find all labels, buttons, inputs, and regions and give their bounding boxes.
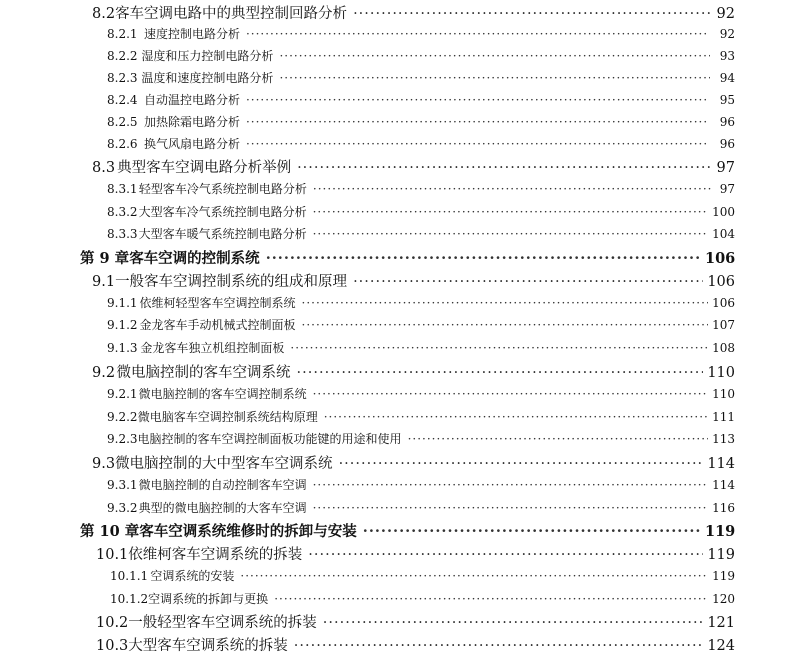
toc-entry-title: 湿度和压力控制电路分析	[141, 49, 274, 63]
dot-leader	[290, 341, 708, 355]
toc-entry	[0, 180, 787, 197]
toc-entry	[0, 543, 787, 564]
toc-entry-number: 8.3.3	[107, 227, 138, 241]
toc-entry-number: 8.2.1	[107, 27, 138, 41]
toc-entry-number: 9.1	[92, 274, 116, 290]
toc-entry	[0, 156, 787, 177]
toc-chapter	[0, 247, 787, 268]
dot-leader	[302, 318, 709, 332]
dot-leader	[323, 615, 704, 631]
dot-leader	[308, 547, 703, 563]
toc-entry-number: 9.2.3	[107, 432, 138, 446]
dot-leader	[246, 115, 709, 129]
dot-leader	[353, 6, 712, 22]
toc-entry-title: 电脑控制的客车空调控制面板功能键的用途和使用	[137, 432, 402, 446]
dot-leader	[313, 182, 712, 196]
toc-entry-page: 92	[719, 27, 735, 41]
toc-entry-title: 典型客车空调电路分析举例	[117, 160, 292, 176]
toc-entry-title: 大型客车冷气系统控制电路分析	[138, 205, 307, 219]
toc-entry-page: 110	[712, 387, 735, 401]
dot-leader	[279, 71, 710, 85]
dot-leader	[246, 27, 709, 41]
toc-entry-number: 8.2.4	[107, 93, 138, 107]
dot-leader	[363, 523, 701, 540]
toc-entry	[0, 408, 787, 425]
toc-entry	[0, 452, 787, 473]
toc-entry-page: 119	[712, 569, 735, 583]
toc-entry-page: 124	[707, 638, 735, 654]
toc-entry-number: 8.2.5	[107, 115, 138, 129]
toc-entry-number: 10.3	[96, 638, 129, 654]
toc-entry-page: 104	[712, 227, 735, 241]
dot-leader	[297, 160, 712, 176]
toc-entry	[0, 69, 787, 86]
toc-entry-title: 轻型客车冷气系统控制电路分析	[138, 182, 307, 196]
toc-entry-title: 空调系统的拆卸与更换	[148, 592, 269, 606]
toc-entry-title: 微电脑控制的客车空调控制系统	[138, 387, 307, 401]
toc-entry	[0, 361, 787, 382]
toc-entry-page: 119	[705, 523, 736, 540]
toc-entry-title: 依维柯客车空调系统的拆装	[128, 547, 303, 563]
toc-entry-page: 106	[707, 274, 735, 290]
toc-entry	[0, 385, 787, 402]
toc-entry-number: 9.1.1	[107, 296, 138, 310]
toc-entry-page: 96	[719, 137, 735, 151]
toc-entry-page: 107	[712, 318, 735, 332]
dot-leader	[297, 365, 704, 381]
toc-entry-page: 108	[712, 341, 735, 355]
toc-entry-number: 9.3.1	[107, 478, 138, 492]
toc-entry	[0, 225, 787, 242]
toc-entry-number: 第 9 章	[80, 250, 130, 267]
toc-entry-page: 111	[712, 410, 735, 424]
dot-leader	[246, 137, 709, 151]
dot-leader	[246, 93, 709, 107]
toc-entry	[0, 476, 787, 493]
toc-entry-page: 94	[719, 71, 735, 85]
toc-entry-number: 10.1.1	[110, 569, 149, 583]
dot-leader	[274, 592, 708, 606]
dot-leader	[339, 456, 704, 472]
toc-entry-page: 116	[712, 501, 735, 515]
toc-entry-title: 大型客车空调系统的拆装	[128, 638, 288, 654]
toc-entry-title: 金龙客车手动机械式控制面板	[139, 318, 296, 332]
toc-entry-page: 119	[707, 547, 735, 563]
toc-entry	[0, 270, 787, 291]
toc-entry-title: 微电脑控制的客车空调系统	[116, 365, 291, 381]
toc-entry-page: 113	[712, 432, 735, 446]
toc-entry-number: 10.1	[96, 547, 129, 563]
toc-entry-number: 8.2.2	[107, 49, 138, 63]
toc-entry	[0, 316, 787, 333]
toc-entry-title: 微电脑控制的自动控制客车空调	[138, 478, 307, 492]
toc-entry-title: 速度控制电路分析	[143, 27, 240, 41]
dot-leader	[313, 387, 708, 401]
toc-entry-page: 121	[707, 615, 735, 631]
dot-leader	[302, 296, 709, 310]
toc-entry-title: 一般轻型客车空调系统的拆装	[128, 615, 317, 631]
toc-entry-page: 106	[712, 296, 735, 310]
toc-entry-number: 10.1.2	[110, 592, 149, 606]
toc-entry-number: 9.1.2	[107, 318, 138, 332]
toc-entry-title: 客车空调系统维修时的拆卸与安装	[139, 523, 357, 540]
toc-chapter	[0, 520, 787, 541]
toc-entry-title: 一般客车空调控制系统的组成和原理	[115, 274, 348, 290]
toc-entry-page: 120	[712, 592, 735, 606]
toc-entry	[0, 430, 787, 447]
toc-entry-page: 93	[719, 49, 735, 63]
toc-entry-page: 97	[716, 160, 735, 176]
toc-entry-number: 9.3	[92, 456, 116, 472]
dot-leader	[240, 569, 708, 583]
toc-entry-title: 典型的微电脑控制的大客车空调	[138, 501, 307, 515]
toc-entry-number: 9.2.2	[107, 410, 138, 424]
toc-entry-title: 自动温控电路分析	[143, 93, 240, 107]
toc-entry-page: 96	[719, 115, 735, 129]
toc-entry	[0, 2, 787, 23]
toc-entry-number: 8.3.2	[107, 205, 138, 219]
toc-entry-title: 温度和速度控制电路分析	[141, 71, 274, 85]
toc-entry-title: 微电脑客车空调控制系统结构原理	[137, 410, 318, 424]
toc-entry-page: 97	[719, 182, 735, 196]
toc-entry-number: 第 10 章	[80, 523, 140, 540]
toc-entry-number: 9.3.2	[107, 501, 138, 515]
toc-entry-title: 客车空调电路中的典型控制回路分析	[115, 6, 348, 22]
toc-entry-title: 依维柯轻型客车空调控制系统	[139, 296, 296, 310]
dot-leader	[294, 638, 704, 654]
toc-entry-page: 100	[712, 205, 735, 219]
toc-entry-number: 10.2	[96, 615, 129, 631]
toc-entry	[0, 294, 787, 311]
toc-entry-title: 加热除霜电路分析	[143, 115, 240, 129]
dot-leader	[313, 501, 708, 515]
toc-entry	[0, 91, 787, 108]
toc-entry-title: 大型客车暖气系统控制电路分析	[138, 227, 307, 241]
dot-leader	[313, 205, 708, 219]
toc-entry	[0, 567, 787, 584]
toc-entry	[0, 634, 787, 655]
toc-entry	[0, 339, 787, 356]
toc-entry	[0, 590, 787, 607]
toc-entry-title: 空调系统的安装	[150, 569, 235, 583]
dot-leader	[279, 49, 710, 63]
toc-entry-page: 114	[707, 456, 735, 472]
toc-entry-page: 92	[716, 6, 735, 22]
dot-leader	[313, 478, 708, 492]
toc-entry	[0, 611, 787, 632]
dot-leader	[266, 250, 701, 267]
dot-leader	[324, 410, 708, 424]
toc-entry	[0, 499, 787, 516]
toc-entry-title: 微电脑控制的大中型客车空调系统	[115, 456, 333, 472]
toc-entry-number: 8.2	[92, 6, 116, 22]
dot-leader	[408, 432, 709, 446]
toc-entry-number: 8.3	[92, 160, 116, 176]
toc-entry-title: 换气风扇电路分析	[143, 137, 240, 151]
toc-entry	[0, 47, 787, 64]
toc-entry-page: 110	[707, 365, 735, 381]
toc-entry	[0, 135, 787, 152]
toc-entry-number: 8.2.3	[107, 71, 138, 85]
toc-entry-number: 9.2.1	[107, 387, 138, 401]
toc-entry-number: 9.1.3	[107, 341, 138, 355]
toc-entry-title: 客车空调的控制系统	[129, 250, 260, 267]
toc-entry-page: 95	[719, 93, 735, 107]
dot-leader	[353, 274, 703, 290]
toc-entry-title: 金龙客车独立机组控制面板	[140, 341, 285, 355]
toc-entry	[0, 203, 787, 220]
toc-entry-number: 8.2.6	[107, 137, 138, 151]
toc-entry-number: 9.2	[92, 365, 116, 381]
toc-entry	[0, 25, 787, 42]
dot-leader	[313, 227, 708, 241]
toc-entry-page: 106	[705, 250, 736, 267]
toc-entry-number: 8.3.1	[107, 182, 138, 196]
toc-entry	[0, 113, 787, 130]
toc-entry-page: 114	[712, 478, 735, 492]
